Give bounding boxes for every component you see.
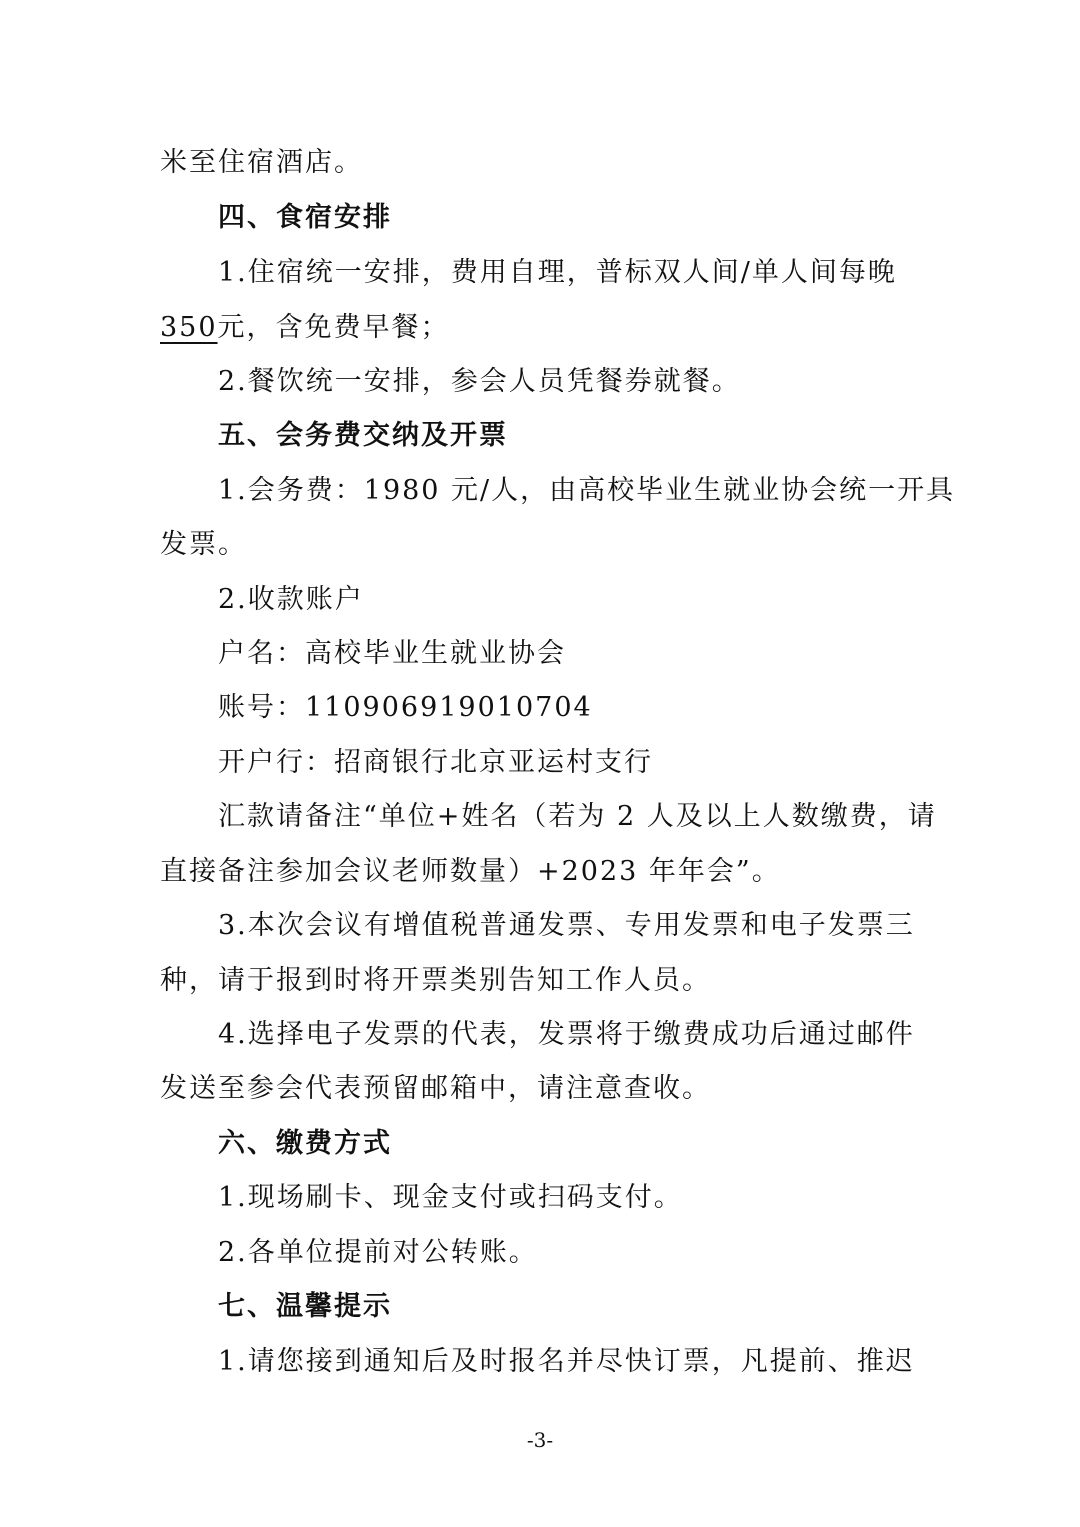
paragraph-line: 直接备注参加会议老师数量）+2023 年年会”。 <box>160 856 781 887</box>
paragraph-line <box>160 308 940 348</box>
paragraph-line: 2.餐饮统一安排，参会人员凭餐券就餐。 <box>218 366 741 397</box>
paragraph-line: 汇款请备注“单位+姓名（若为 2 人及以上人数缴费，请 <box>218 801 937 832</box>
underlined-price: 350 <box>160 312 218 343</box>
account-bank: 开户行：招商银行北京亚运村支行 <box>218 747 653 778</box>
section-heading-accommodation: 四、食宿安排 <box>218 202 392 233</box>
paragraph-line: 2.各单位提前对公转账。 <box>218 1237 538 1268</box>
paragraph-line: 1.请您接到通知后及时报名并尽快订票，凡提前、推迟 <box>218 1346 915 1377</box>
paragraph-line: 种，请于报到时将开票类别告知工作人员。 <box>160 965 711 996</box>
paragraph-line: 3.本次会议有增值税普通发票、专用发票和电子发票三 <box>218 910 915 941</box>
paragraph-line: 1.现场刷卡、现金支付或扫码支付。 <box>218 1182 683 1213</box>
paragraph-line: 4.选择电子发票的代表，发票将于缴费成功后通过邮件 <box>218 1019 915 1050</box>
paragraph-line: 1.会务费：1980 元/人，由高校毕业生就业协会统一开具 <box>218 475 956 506</box>
section-heading-fees: 五、会务费交纳及开票 <box>218 420 508 451</box>
paragraph-line: 1.住宿统一安排，费用自理，普标双人间/单人间每晚 <box>218 257 897 288</box>
section-heading-tips: 七、温馨提示 <box>218 1291 392 1322</box>
paragraph-text: 元，含免费早餐； <box>217 312 450 343</box>
paragraph-line: 发送至参会代表预留邮箱中，请注意查收。 <box>160 1073 711 1104</box>
paragraph-line: 发票。 <box>160 529 247 560</box>
paragraph-line: 米至住宿酒店。 <box>160 147 363 178</box>
page-number: -3- <box>526 1428 554 1452</box>
paragraph-line: 2.收款账户 <box>218 584 364 615</box>
account-number: 账号：110906919010704 <box>218 692 593 723</box>
section-heading-payment: 六、缴费方式 <box>218 1128 392 1159</box>
account-name: 户名：高校毕业生就业协会 <box>218 638 566 669</box>
